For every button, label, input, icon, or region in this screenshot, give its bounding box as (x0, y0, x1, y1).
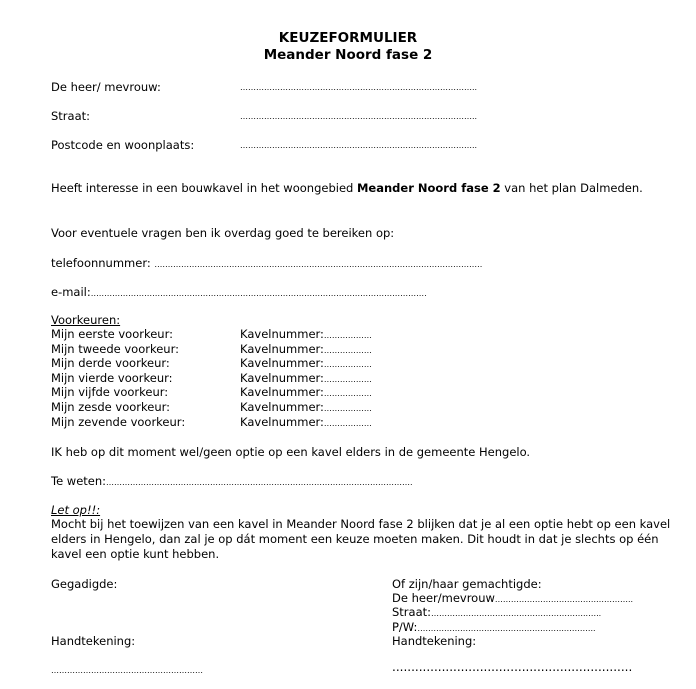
lot-number-label: Kavelnummer: (240, 327, 324, 341)
proxy-pw-field[interactable]: ………………………………………………..……….. (417, 624, 596, 633)
email-label: e-mail: (51, 285, 91, 299)
applicant-signature-label: Handtekening: (51, 634, 136, 648)
lot-number-label: Kavelnummer: (240, 400, 324, 414)
lot-number-field[interactable]: ……………… (323, 389, 372, 399)
preference-label: Mijn vierde voorkeur: (51, 370, 173, 385)
proxy-name-field[interactable]: ………………………………..………….. (494, 595, 634, 604)
form-subtitle: Meander Noord fase 2 (263, 47, 433, 63)
proxy-signature-label: Handtekening: (392, 634, 477, 648)
street-field[interactable]: …………………………………………………………………………….. (240, 112, 478, 121)
preference-label: Mijn eerste voorkeur: (51, 327, 173, 341)
proxy-signature-field[interactable]: ............................................................... (392, 660, 633, 674)
preference-lot-row (240, 356, 372, 370)
preference-lot-row (240, 415, 372, 429)
proxy-name-label: De heer/mevrouw (392, 591, 495, 605)
preference-label: Mijn zevende voorkeur: (51, 414, 186, 429)
proxy-street-field[interactable]: …………………………………………………..….. (431, 609, 602, 618)
te-weten-field[interactable]: ……………………………………………………………………………………………………. (106, 478, 413, 487)
proxy-heading: Of zijn/haar gemachtigde: (392, 577, 542, 591)
interest-sentence (51, 181, 643, 195)
lot-number-label: Kavelnummer: (240, 385, 324, 400)
lot-number-label: Kavelnummer: (240, 356, 324, 371)
preference-lot-row (240, 400, 372, 414)
contact-intro: Voor eventuele vragen ben ik overdag goed te bereiken op: (51, 226, 395, 240)
note-body: Mocht bij het toewijzen van een kavel in Meander Noord fase 2 blijken dat je al een optie hebt op een kavel elders in Hengelo, dan zal je op dát moment een keuze moeten maken. Dit houdt in dat je slechts op één kavel een optie kunt hebben. (51, 517, 671, 561)
preference-lot-row (240, 342, 372, 356)
te-weten-row (51, 474, 413, 488)
phone-row (51, 256, 482, 270)
note-heading: Let op!!: (51, 503, 101, 517)
phone-label: telefoonnummer: (51, 256, 155, 270)
lot-number-label: Kavelnummer: (240, 370, 324, 385)
lot-number-field[interactable]: ……………… (323, 374, 372, 384)
preference-label: Mijn tweede voorkeur: (51, 341, 179, 356)
proxy-pw-label: P/W: (392, 620, 418, 634)
preference-label: Mijn derde voorkeur: (51, 356, 170, 371)
lot-number-field[interactable]: ……………… (323, 418, 372, 428)
lot-number-label: Kavelnummer: (240, 414, 324, 429)
lot-number-field[interactable]: ……………… (323, 331, 372, 340)
preference-label: Mijn vijfde voorkeur: (51, 385, 169, 400)
preferences-heading: Voorkeuren: (51, 313, 121, 327)
interest-area-name: Meander Noord fase 2 (356, 181, 501, 195)
proxy-name-row (392, 591, 633, 605)
te-weten-label: Te weten: (51, 474, 107, 488)
interest-text-before: Heeft interesse in een bouwkavel in het woongebied (51, 181, 357, 195)
lot-number-label: Kavelnummer: (240, 341, 324, 356)
lot-number-field[interactable]: ……………… (323, 404, 372, 413)
postcode-label: Postcode en woonplaats: (51, 138, 195, 152)
email-row (51, 285, 427, 299)
interest-text-after: van het plan Dalmeden. (500, 181, 643, 195)
preference-label: Mijn zesde voorkeur: (51, 400, 171, 414)
option-statement: IK heb op dit moment wel/geen optie op een kavel elders in de gemeente Hengelo. (51, 445, 531, 459)
applicant-label: Gegadigde: (51, 577, 118, 591)
phone-field[interactable]: …………………………………………………………………………………………………………… (154, 260, 483, 269)
applicant-signature-field[interactable]: ………………………………………………… (51, 666, 203, 675)
lot-number-field[interactable]: ……………… (323, 345, 372, 355)
proxy-pw-row (392, 620, 596, 634)
proxy-street-label: Straat: (392, 605, 432, 619)
street-label: Straat: (51, 109, 91, 123)
preference-lot-row (240, 327, 372, 341)
name-field[interactable]: …………………………………………………………………………….. (240, 83, 478, 92)
preference-lot-row (240, 371, 372, 385)
proxy-street-row (392, 605, 601, 619)
preference-lot-row (240, 385, 372, 399)
form-title: KEUZEFORMULIER (278, 30, 418, 46)
postcode-field[interactable]: …………………………………………………………………………….. (240, 141, 478, 150)
email-field[interactable]: ……………………………………………………………………………………………………………… (90, 289, 427, 298)
name-label: De heer/ mevrouw: (51, 80, 161, 94)
lot-number-field[interactable]: ……………… (323, 360, 372, 370)
